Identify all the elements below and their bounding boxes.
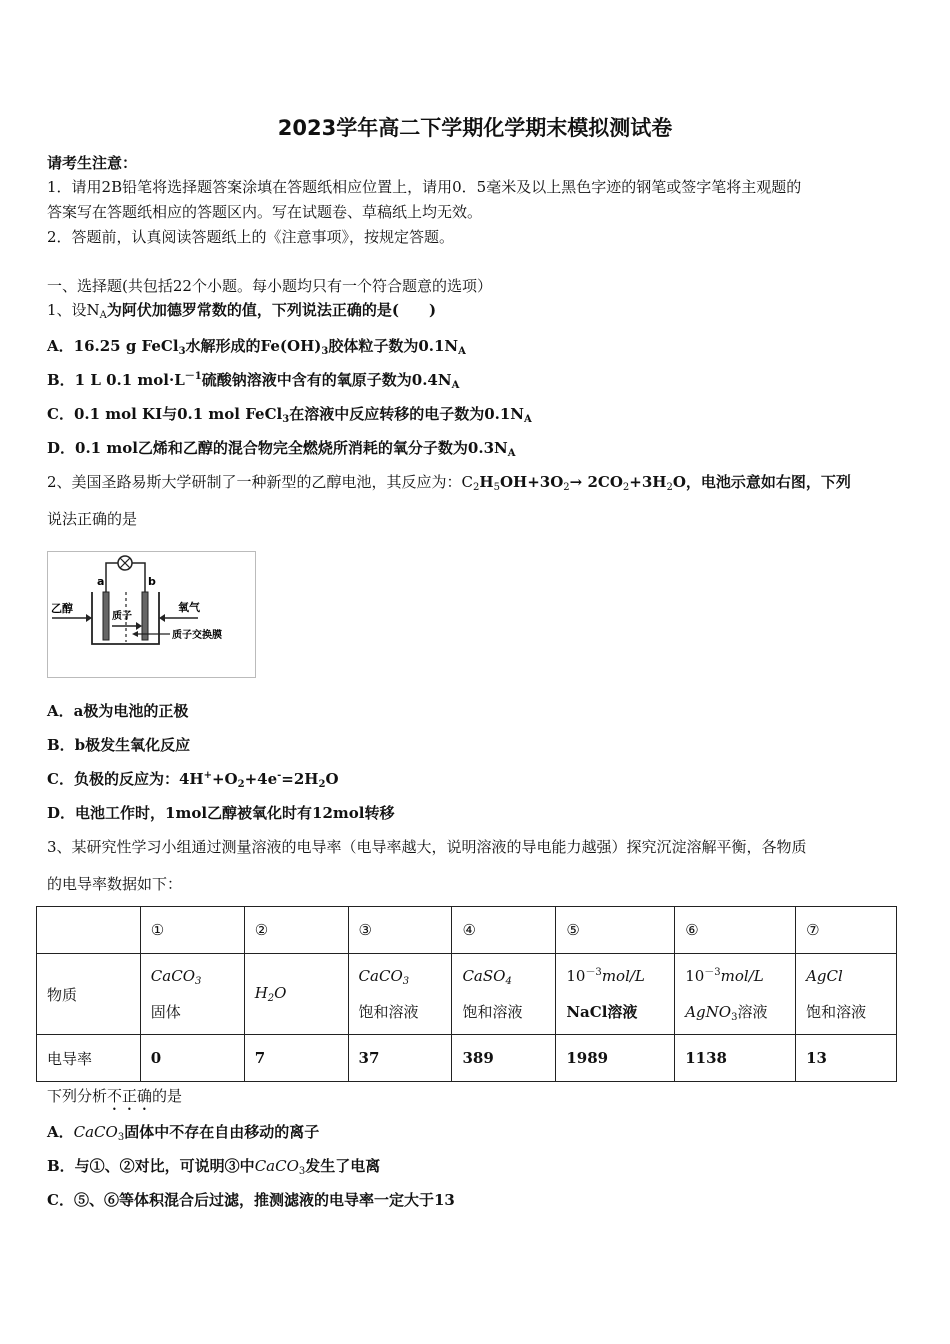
table-row-substance (37, 954, 897, 1035)
table-cell: CaCO$_3$ 饱和溶液 (348, 954, 452, 1035)
q3-prompt: 下列分析不正确的是 (47, 1087, 183, 1105)
conductivity-table (36, 906, 897, 1082)
q3-option-a[interactable]: A．CaCO$_3$固体中不存在自由移动的离子 (47, 1123, 320, 1143)
table-cell: 1989 (556, 1035, 675, 1082)
battery-diagram (47, 551, 256, 678)
table-header: ② (244, 907, 348, 954)
section-heading: 一、选择题(共包括22个小题。每小题均只有一个符合题意的选项） (47, 277, 492, 295)
table-cell: 7 (244, 1035, 348, 1082)
label-oxygen: 氧气 (178, 601, 200, 614)
row-label: 物质 (37, 954, 141, 1035)
q1-option-c[interactable]: C．0.1 mol KI与0.1 mol FeCl$_3$在溶液中反应转移的电子数为$0.1N_A$ (47, 405, 532, 425)
table-header: ① (140, 907, 244, 954)
table-cell: $H_2O$ (244, 954, 348, 1035)
q2-option-c[interactable]: C．负极的反应为：$4H^++O_2+4e^-=2H_2O$ (47, 770, 339, 790)
table-header: ⑥ (675, 907, 796, 954)
table-header: ⑦ (796, 907, 897, 954)
notice-line-3: 2．答题前，认真阅读答题纸上的《注意事项》，按规定答题。 (47, 228, 455, 246)
table-cell: 13 (796, 1035, 897, 1082)
label-a: a (97, 575, 105, 588)
label-proton: 质子 (112, 611, 132, 622)
table-cell: 37 (348, 1035, 452, 1082)
label-b: b (148, 575, 156, 588)
table-cell: $10^{-3}mol/L$ NaCl溶液 (556, 954, 675, 1035)
notice-heading: 请考生注意： (47, 154, 138, 172)
table-row-conductivity (37, 1035, 897, 1082)
label-membrane: 质子交换膜 (172, 630, 222, 641)
notice-line-1: 1．请用2B铅笔将选择题答案涂填在答题纸相应位置上，请用0．5毫米及以上黑色字迹的钢笔或签字笔将主观题的 (47, 178, 802, 196)
label-ethanol: 乙醇 (51, 602, 73, 615)
q1-option-a[interactable]: A．16.25 g FeCl$_3$水解形成的$Fe(OH)_3$胶体粒子数为$0.1N_A$ (47, 337, 466, 357)
q2-option-d[interactable]: D．电池工作时，1mol乙醇被氧化时有12mol转移 (47, 804, 395, 822)
q3-option-b[interactable]: B．与①、②对比，可说明③中CaCO$_3$发生了电离 (47, 1157, 381, 1177)
q2-stem-line-1: 2、美国圣路易斯大学研制了一种新型的乙醇电池，其反应为：$C_2H_5OH+3O_2\to 2CO_2+3H_2O$，电池示意如右图，下列 (47, 473, 851, 493)
page-title: 2023学年高二下学期化学期末模拟测试卷 (277, 116, 673, 140)
table-cell: CaCO$_3$ 固体 (140, 954, 244, 1035)
table-cell: 0 (140, 1035, 244, 1082)
q2-option-b[interactable]: B．b极发生氧化反应 (47, 736, 191, 754)
table-header: ⑤ (556, 907, 675, 954)
table-corner (37, 907, 141, 954)
q1-option-b[interactable]: B．1 L 0.1 $mol\cdot L^{-1}$硫酸钠溶液中含有的氧原子数为$0.4N_A$ (47, 371, 460, 391)
notice-line-2: 答案写在答题纸相应的答题区内。写在试题卷、草稿纸上均无效。 (47, 203, 483, 221)
table-cell: AgCl 饱和溶液 (796, 954, 897, 1035)
row-label: 电导率 (37, 1035, 141, 1082)
table-cell: $10^{-3}mol/L$ AgNO$_3$溶液 (675, 954, 796, 1035)
q2-option-a[interactable]: A．a极为电池的正极 (47, 702, 189, 720)
table-cell: 389 (452, 1035, 556, 1082)
q2-stem-line-2: 说法正确的是 (47, 510, 138, 528)
table-header: ③ (348, 907, 452, 954)
q1-stem: 1、设$N_A$为阿伏加德罗常数的值，下列说法正确的是( ) (47, 301, 437, 321)
q1-option-d[interactable]: D．0.1 mol乙烯和乙醇的混合物完全燃烧所消耗的氧分子数为$0.3N_A$ (47, 439, 516, 459)
q3-option-c[interactable]: C．⑤、⑥等体积混合后过滤，推测滤液的电导率一定大于13 (47, 1191, 455, 1209)
q3-stem-line-2: 的电导率数据如下： (47, 875, 183, 893)
table-cell: CaSO$_4$ 饱和溶液 (452, 954, 556, 1035)
table-header: ④ (452, 907, 556, 954)
table-cell: 1138 (675, 1035, 796, 1082)
table-header-row (37, 907, 897, 954)
q3-stem-line-1: 3、某研究性学习小组通过测量溶液的电导率（电导率越大，说明溶液的导电能力越强）探究沉淀溶解平衡，各物质 (47, 838, 807, 856)
